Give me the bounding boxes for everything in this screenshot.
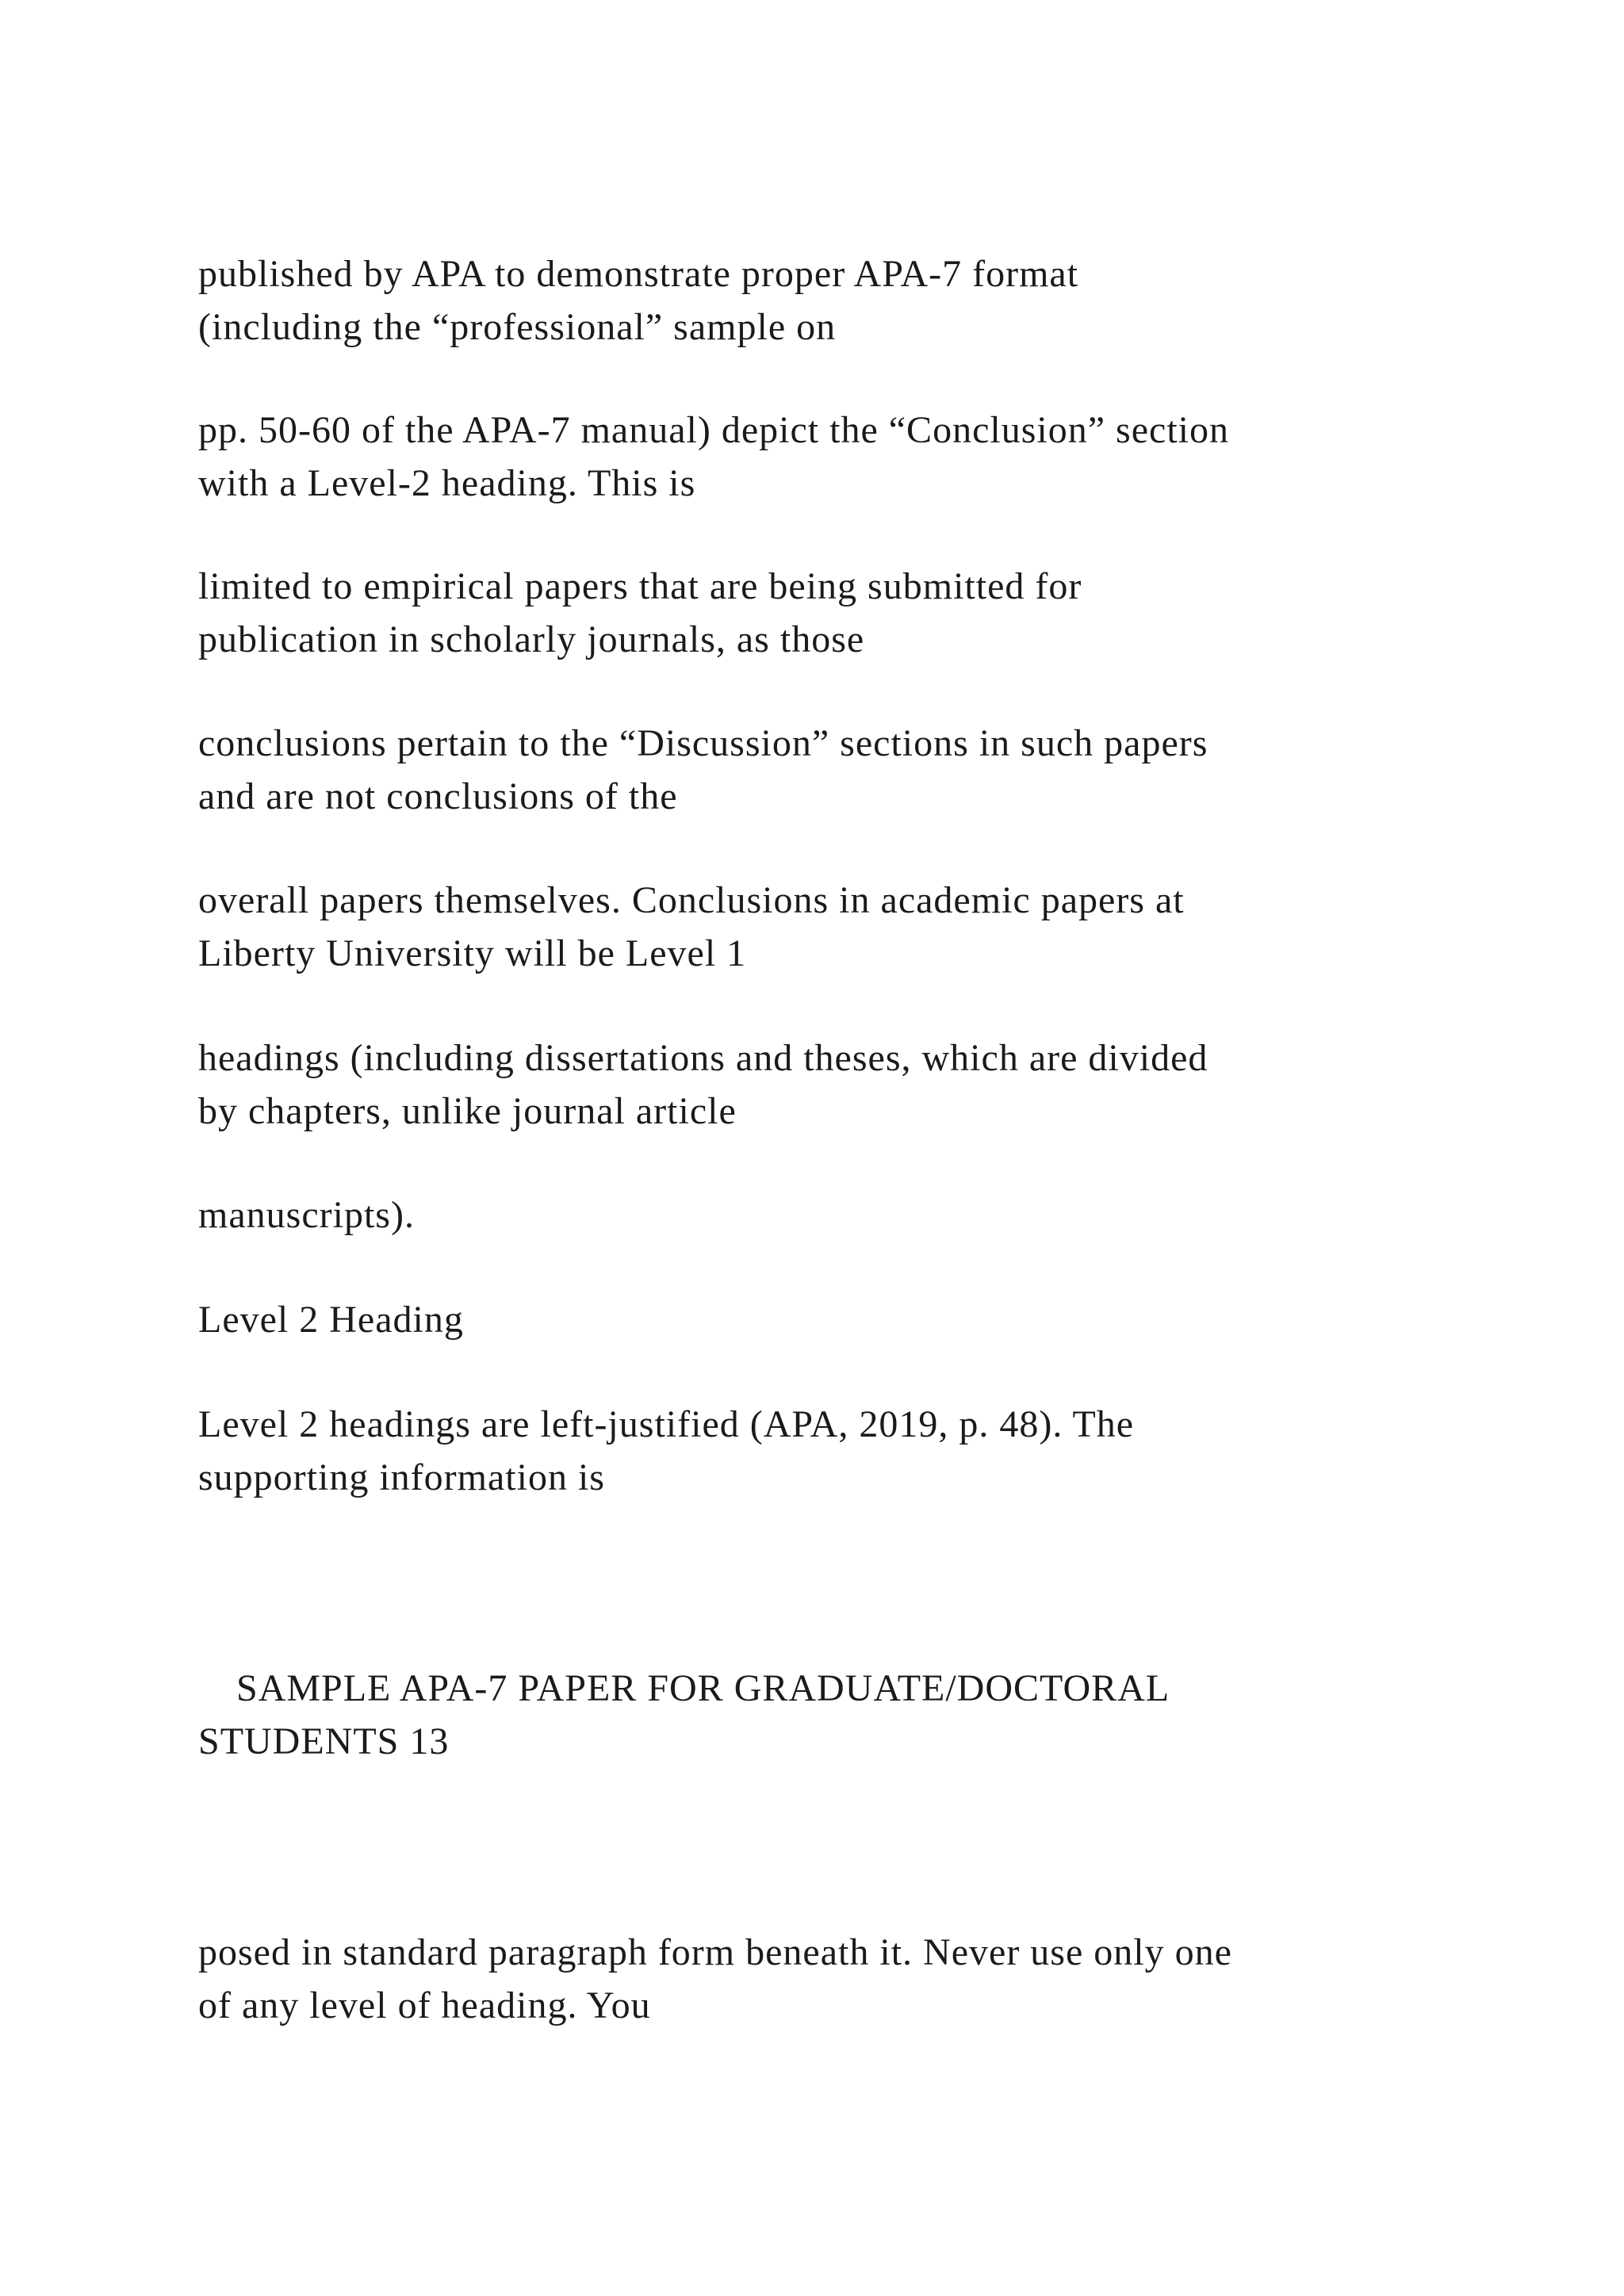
running-head-line-1: SAMPLE APA-7 PAPER FOR GRADUATE/DOCTORAL	[236, 1667, 1170, 1709]
paragraph-7-line-1: manuscripts).	[198, 1194, 415, 1236]
heading-paragraph-line-1: Level 2 headings are left-justified (APA, 2019, p. 48). The	[198, 1403, 1135, 1445]
paragraph-1-line-2: (including the “professional” sample on	[198, 306, 837, 348]
final-paragraph-line-1: posed in standard paragraph form beneath it. Never use only one	[198, 1931, 1232, 1973]
paragraph-6-line-2: by chapters, unlike journal article	[198, 1090, 737, 1132]
paragraph-2-line-1: pp. 50-60 of the APA-7 manual) depict the “Conclusion” section	[198, 409, 1229, 451]
heading-paragraph-line-2: supporting information is	[198, 1456, 605, 1498]
paragraph-4-line-1: conclusions pertain to the “Discussion” sections in such papers	[198, 722, 1208, 764]
paragraph-3-line-2: publication in scholarly journals, as those	[198, 618, 865, 660]
paragraph-1-line-1: published by APA to demonstrate proper APA-7 format	[198, 253, 1079, 295]
paragraph-2-line-2: with a Level-2 heading. This is	[198, 462, 696, 504]
paragraph-5-line-2: Liberty University will be Level 1	[198, 932, 747, 974]
paragraph-5-line-1: overall papers themselves. Conclusions in academic papers at	[198, 879, 1185, 921]
final-paragraph-line-2: of any level of heading. You	[198, 1984, 651, 2026]
paragraph-3-line-1: limited to empirical papers that are being submitted for	[198, 565, 1082, 607]
section-heading: Level 2 Heading	[198, 1299, 464, 1341]
paragraph-4-line-2: and are not conclusions of the	[198, 775, 678, 817]
running-head-line-2: STUDENTS 13	[198, 1720, 450, 1762]
paragraph-6-line-1: headings (including dissertations and theses, which are divided	[198, 1037, 1208, 1079]
